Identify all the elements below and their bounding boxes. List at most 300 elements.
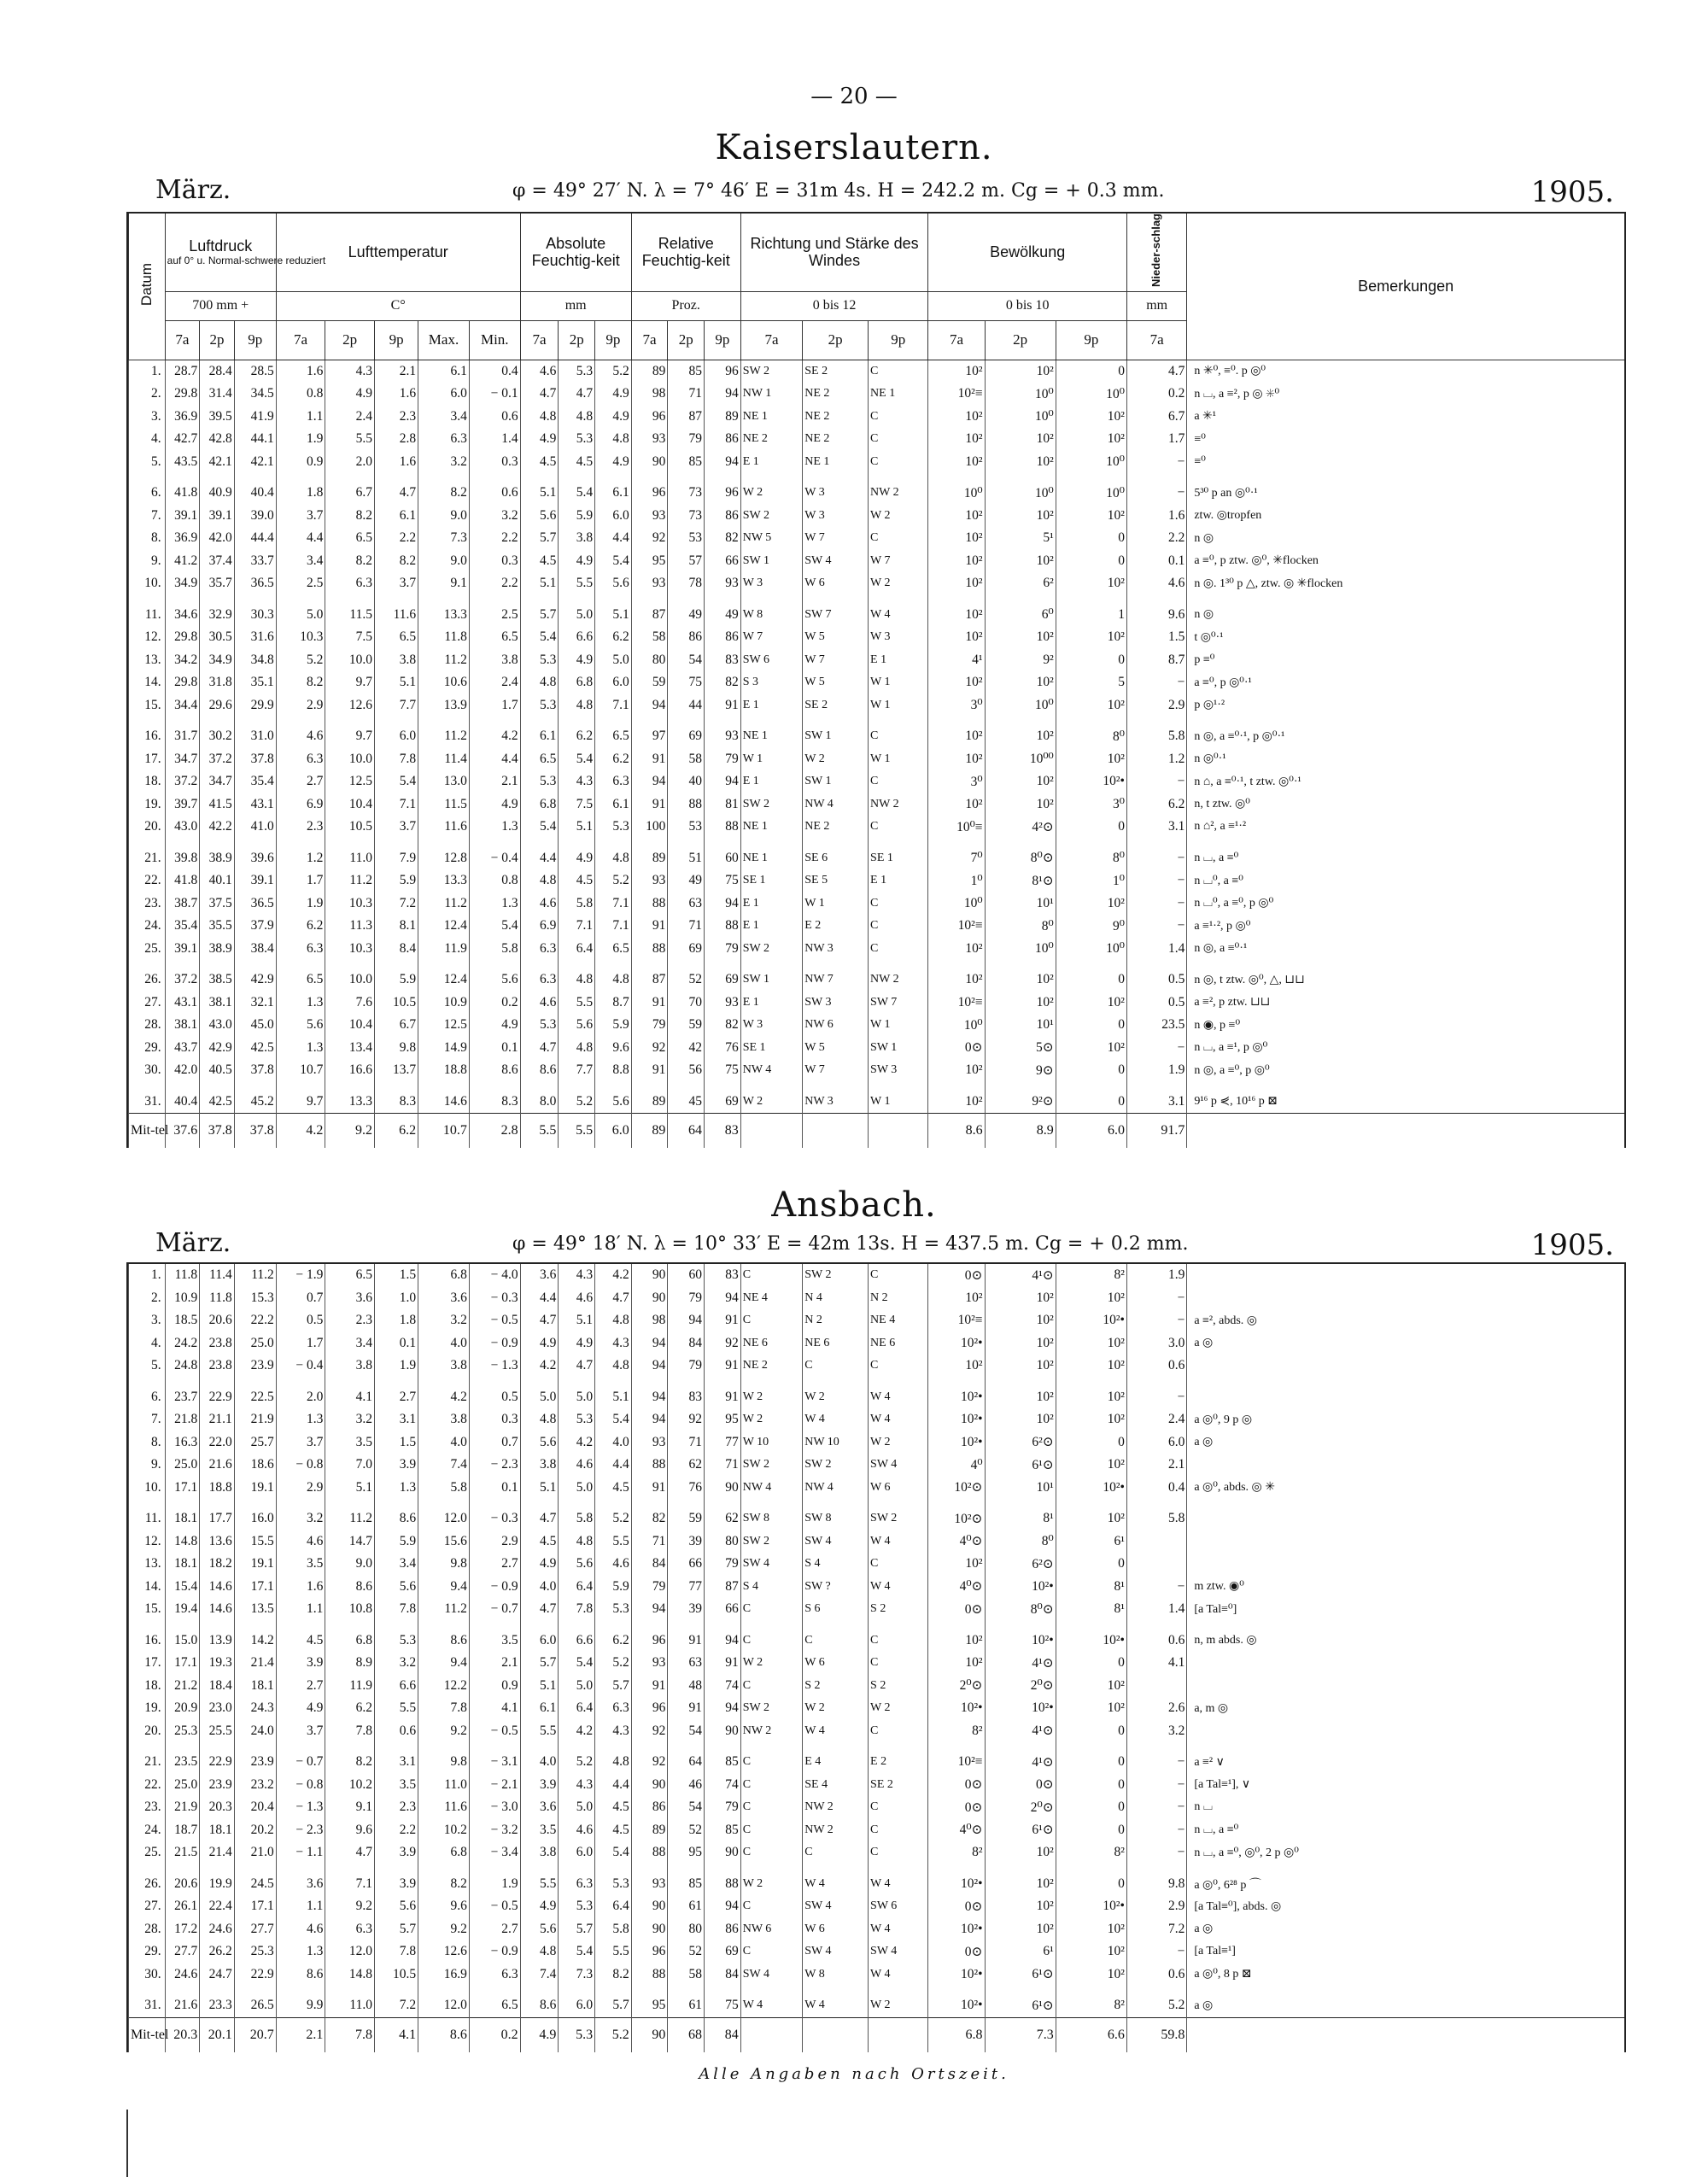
value-cell: W 6	[869, 1477, 928, 1500]
value-cell: 5.7	[559, 1918, 595, 1941]
value-cell: 1.5	[374, 1264, 418, 1287]
value-cell: 87	[631, 595, 668, 627]
date-cell: 10.	[129, 572, 166, 595]
value-cell: 5.1	[325, 1477, 375, 1500]
value-cell: 4.8	[595, 1355, 632, 1378]
value-cell: 1.3	[276, 1940, 325, 1963]
value-cell: 6.7	[1126, 406, 1186, 429]
table-row	[129, 1454, 1625, 1477]
value-cell: 42.0	[165, 1059, 200, 1082]
value-cell: SW 1	[803, 770, 869, 793]
value-cell: 12.4	[418, 915, 470, 938]
value-cell: 9.4	[418, 1652, 470, 1675]
value-cell: 4.5	[559, 451, 595, 474]
value-cell: 3.4	[374, 1553, 418, 1576]
value-cell: 10²	[985, 626, 1056, 649]
value-cell: 5.1	[559, 1309, 595, 1332]
remark-cell	[1187, 1720, 1624, 1743]
value-cell: − 3.4	[469, 1841, 520, 1864]
value-cell: NW 10	[803, 1431, 869, 1454]
value-cell: 74	[705, 1774, 741, 1797]
value-cell: 5.4	[559, 473, 595, 505]
value-cell: 10.0	[325, 960, 375, 992]
value-cell: 24.5	[234, 1864, 276, 1896]
value-cell: 62	[705, 1499, 741, 1530]
value-cell: 0	[1056, 1774, 1126, 1797]
value-cell: 14.2	[234, 1621, 276, 1653]
value-cell: 7.1	[595, 892, 632, 916]
value-cell: 88	[631, 938, 668, 961]
value-cell: 91	[705, 1355, 741, 1378]
remark-cell: a, m ◎	[1187, 1697, 1624, 1720]
month-label: März.	[155, 1228, 231, 1258]
value-cell: 1.6	[276, 360, 325, 383]
value-cell: −	[1126, 473, 1186, 505]
date-cell: 21.	[129, 839, 166, 870]
value-cell: 5.6	[469, 960, 520, 992]
value-cell: SW ?	[803, 1576, 869, 1599]
value-cell: SE 1	[869, 839, 928, 870]
value-cell: 4.5	[595, 1796, 632, 1819]
value-cell: 6.3	[276, 938, 325, 961]
value-cell: 10.8	[325, 1598, 375, 1621]
date-cell: 14.	[129, 1576, 166, 1599]
footer-note: Alle Angaben nach Ortszeit.	[699, 2065, 1009, 2083]
value-cell: 53	[668, 816, 705, 839]
value-cell: −	[1126, 892, 1186, 916]
value-cell: 43.1	[234, 793, 276, 816]
value-cell: 4.6	[1126, 572, 1186, 595]
table-frame-kaiserslautern	[126, 212, 1626, 1148]
value-cell: C	[803, 1621, 869, 1653]
value-cell: 10²•	[1056, 1309, 1126, 1332]
value-cell: 6.1	[418, 360, 470, 383]
value-cell: 6.1	[595, 793, 632, 816]
value-cell: 18.2	[200, 1553, 235, 1576]
value-cell: C	[869, 1652, 928, 1675]
year-label: 1905.	[1530, 175, 1614, 209]
value-cell: 7.8	[374, 1940, 418, 1963]
remark-cell: a ◎⁰, 6²⁸ p ⌒	[1187, 1864, 1624, 1896]
date-cell: 18.	[129, 1675, 166, 1698]
value-cell: 4⁰⊙	[928, 1576, 985, 1599]
value-cell: 6.3	[559, 1864, 595, 1896]
date-cell: 24.	[129, 915, 166, 938]
value-cell: C	[740, 1598, 803, 1621]
remark-cell	[1187, 1114, 1624, 1149]
value-cell: 13.6	[200, 1530, 235, 1554]
value-cell: 45.0	[234, 1014, 276, 1037]
value-cell: 2.3	[276, 816, 325, 839]
date-cell: 19.	[129, 1697, 166, 1720]
value-cell: 20.2	[234, 1819, 276, 1842]
remark-cell: n ◎	[1187, 595, 1624, 627]
value-cell: 8¹⊙	[985, 869, 1056, 892]
value-cell: 42.9	[234, 960, 276, 992]
value-cell: 71	[668, 915, 705, 938]
table-row	[129, 1864, 1625, 1896]
value-cell: 1.0	[374, 1287, 418, 1310]
table-row	[129, 1598, 1625, 1621]
value-cell: 44	[668, 694, 705, 717]
value-cell: − 2.1	[469, 1774, 520, 1797]
value-cell: 93	[631, 869, 668, 892]
value-cell: 20.3	[200, 1796, 235, 1819]
value-cell: 87	[668, 406, 705, 429]
value-cell: 5.9	[374, 1530, 418, 1554]
value-cell: 9.7	[325, 717, 375, 748]
value-cell: 40.9	[200, 473, 235, 505]
value-cell: 37.4	[200, 550, 235, 573]
value-cell: 91	[631, 992, 668, 1015]
value-cell: 6²⊙	[985, 1553, 1056, 1576]
value-cell: 23.8	[200, 1332, 235, 1355]
value-cell: 9.2	[418, 1720, 470, 1743]
value-cell: 14.8	[325, 1963, 375, 1987]
value-cell: 18.8	[418, 1059, 470, 1082]
value-cell: 48	[668, 1675, 705, 1698]
value-cell: 8²	[1056, 1986, 1126, 2017]
value-cell: 6.3	[469, 1963, 520, 1987]
value-cell: 42.2	[200, 816, 235, 839]
value-cell: E 1	[740, 694, 803, 717]
table-row	[129, 892, 1625, 916]
value-cell: 88	[705, 1864, 741, 1896]
unit-luftdruck: 700 mm +	[165, 291, 276, 320]
value-cell: 5.3	[595, 1864, 632, 1896]
value-cell: 25.0	[165, 1774, 200, 1797]
date-cell: 13.	[129, 649, 166, 672]
table-row	[129, 1059, 1625, 1082]
value-cell: 37.9	[234, 915, 276, 938]
value-cell: 88	[631, 1963, 668, 1987]
value-cell: 35.4	[234, 770, 276, 793]
value-cell: −	[1126, 1287, 1186, 1310]
value-cell: 42	[668, 1037, 705, 1060]
value-cell: 4.3	[595, 1332, 632, 1355]
remark-cell: n ◎, a ≡⁰·¹	[1187, 938, 1624, 961]
value-cell: NW 5	[740, 527, 803, 550]
value-cell: 3.6	[520, 1264, 559, 1287]
value-cell: 23.7	[165, 1378, 200, 1409]
value-cell: 4¹⊙	[985, 1264, 1056, 1287]
value-cell: 93	[631, 1864, 668, 1896]
value-cell: 5.8	[418, 1477, 470, 1500]
table-row	[129, 1332, 1625, 1355]
value-cell: 9.6	[418, 1895, 470, 1918]
value-cell: 5.3	[520, 649, 559, 672]
value-cell: 29.8	[165, 626, 200, 649]
value-cell: 91	[631, 915, 668, 938]
table-row	[129, 527, 1625, 550]
value-cell: 5.4	[559, 1652, 595, 1675]
value-cell: 11.3	[325, 915, 375, 938]
table-row	[129, 1796, 1625, 1819]
value-cell: 24.2	[165, 1332, 200, 1355]
value-cell: 29.8	[165, 671, 200, 694]
value-cell: 5.3	[559, 2017, 595, 2052]
value-cell: 34.5	[234, 383, 276, 406]
date-cell: 7.	[129, 1408, 166, 1431]
value-cell: 52	[668, 960, 705, 992]
date-cell: 17.	[129, 1652, 166, 1675]
value-cell: W 2	[803, 1378, 869, 1409]
remark-cell: n ⌴, a ≡⁰	[1187, 839, 1624, 870]
value-cell: 10²	[928, 1621, 985, 1653]
value-cell: 4.7	[559, 383, 595, 406]
value-cell: 39.8	[165, 839, 200, 870]
value-cell: 5¹	[985, 527, 1056, 550]
value-cell: 23.5	[1126, 1014, 1186, 1037]
value-cell: 20.6	[200, 1309, 235, 1332]
value-cell: 2.9	[1126, 1895, 1186, 1918]
table-row	[129, 428, 1625, 451]
value-cell: 80	[705, 1530, 741, 1554]
value-cell: 36.5	[234, 572, 276, 595]
value-cell: 3.8	[418, 1355, 470, 1378]
value-cell: 6.3	[520, 960, 559, 992]
value-cell: 1.3	[469, 892, 520, 916]
value-cell: −	[1126, 1774, 1186, 1797]
value-cell: 0.6	[1126, 1621, 1186, 1653]
value-cell: 10²•	[1056, 1477, 1126, 1500]
value-cell: 59.8	[1126, 2017, 1186, 2052]
value-cell: 5.3	[559, 1895, 595, 1918]
value-cell: 16.3	[165, 1431, 200, 1454]
value-cell: 38.9	[200, 839, 235, 870]
value-cell: 9.1	[325, 1796, 375, 1819]
remark-cell: n ◎, t ztw. ◎⁰, △, ⊔⊔	[1187, 960, 1624, 992]
value-cell: 10²	[1056, 505, 1126, 528]
value-cell: 94	[631, 1355, 668, 1378]
value-cell: 30.5	[200, 626, 235, 649]
value-cell: 4.7	[520, 1598, 559, 1621]
value-cell: 23.8	[200, 1355, 235, 1378]
value-cell: 11.2	[418, 1598, 470, 1621]
value-cell: 1.3	[276, 1408, 325, 1431]
table-row	[129, 816, 1625, 839]
value-cell: 2⁰⊙	[928, 1675, 985, 1698]
value-cell: 10²•	[928, 1408, 985, 1431]
value-cell: 8.2	[276, 671, 325, 694]
value-cell: 89	[631, 1082, 668, 1114]
value-cell: 22.9	[234, 1963, 276, 1987]
value-cell: SE 1	[740, 869, 803, 892]
value-cell: NW 2	[740, 1720, 803, 1743]
value-cell: 2.0	[276, 1378, 325, 1409]
value-cell: 5.9	[374, 960, 418, 992]
value-cell: 5.0	[559, 1477, 595, 1500]
value-cell: 10²	[1056, 1697, 1126, 1720]
remark-cell	[1187, 1530, 1624, 1554]
remark-cell: a ◎	[1187, 1986, 1624, 2017]
value-cell: 6.0	[1056, 1114, 1126, 1149]
value-cell: 91	[705, 1652, 741, 1675]
value-cell: 2.9	[469, 1530, 520, 1554]
date-cell: 31.	[129, 1082, 166, 1114]
value-cell: 1.1	[276, 406, 325, 429]
value-cell: 10²	[1056, 1332, 1126, 1355]
date-cell: 10.	[129, 1477, 166, 1500]
value-cell: W 2	[740, 1378, 803, 1409]
value-cell: 2.1	[1126, 1454, 1186, 1477]
value-cell: 3.2	[469, 505, 520, 528]
value-cell: 37.8	[234, 748, 276, 771]
value-cell: 80	[668, 1918, 705, 1941]
value-cell: 69	[705, 1940, 741, 1963]
value-cell: W 2	[740, 1408, 803, 1431]
value-cell: 5.5	[374, 1697, 418, 1720]
value-cell: 9.2	[418, 1918, 470, 1941]
value-cell: 4.5	[276, 1621, 325, 1653]
value-cell: 5.2	[559, 1082, 595, 1114]
value-cell: W 2	[869, 572, 928, 595]
value-cell: 10²	[985, 1864, 1056, 1896]
value-cell: 94	[705, 770, 741, 793]
value-cell: 59	[631, 671, 668, 694]
value-cell: 11.9	[325, 1675, 375, 1698]
value-cell: 1.4	[469, 428, 520, 451]
value-cell: 4.7	[520, 1499, 559, 1530]
value-cell: 5.8	[1126, 717, 1186, 748]
value-cell: 88	[705, 915, 741, 938]
table-row	[129, 839, 1625, 870]
remark-cell: n ⌴⁰, a ≡⁰, p ◎⁰	[1187, 892, 1624, 916]
value-cell: 21.6	[200, 1454, 235, 1477]
value-cell: 14.9	[418, 1037, 470, 1060]
value-cell: 0	[1056, 1796, 1126, 1819]
value-cell: −	[1126, 1742, 1186, 1774]
remark-cell: a ≡² ∨	[1187, 1742, 1624, 1774]
value-cell: 96	[631, 1621, 668, 1653]
value-cell: 12.6	[325, 694, 375, 717]
unit-abs-feucht: mm	[520, 291, 631, 320]
value-cell: 6.5	[325, 1264, 375, 1287]
value-cell: 9.8	[374, 1037, 418, 1060]
value-cell: C	[869, 1553, 928, 1576]
value-cell: 2.5	[276, 572, 325, 595]
value-cell: C	[869, 717, 928, 748]
value-cell: 89	[631, 839, 668, 870]
remark-cell	[1187, 1378, 1624, 1409]
value-cell: 6.5	[469, 626, 520, 649]
value-cell: 5.3	[595, 816, 632, 839]
value-cell: 1.7	[276, 1332, 325, 1355]
value-cell: 11.0	[325, 839, 375, 870]
value-cell: 3.6	[520, 1796, 559, 1819]
value-cell: 0	[1056, 1864, 1126, 1896]
value-cell: −	[1126, 1378, 1186, 1409]
value-cell: 7.8	[325, 1720, 375, 1743]
value-cell: 1.1	[276, 1598, 325, 1621]
value-cell: 8¹	[1056, 1576, 1126, 1599]
value-cell: 45	[668, 1082, 705, 1114]
value-cell: 90	[631, 1264, 668, 1287]
page-number: — 20 —	[810, 84, 898, 109]
value-cell: 4.9	[520, 1895, 559, 1918]
value-cell: 1.3	[276, 1037, 325, 1060]
value-cell: 1.9	[374, 1355, 418, 1378]
value-cell: 8⁰⊙	[985, 1598, 1056, 1621]
value-cell: W 1	[740, 748, 803, 771]
value-cell: 93	[705, 717, 741, 748]
value-cell: 8⁰	[1056, 839, 1126, 870]
value-cell: 7.2	[1126, 1918, 1186, 1941]
value-cell: 10²	[985, 717, 1056, 748]
value-cell: 5.1	[595, 1378, 632, 1409]
value-cell: 66	[705, 550, 741, 573]
value-cell: 43.0	[200, 1014, 235, 1037]
value-cell: 91	[631, 793, 668, 816]
table-row	[129, 1014, 1625, 1037]
value-cell: 10²	[985, 1287, 1056, 1310]
value-cell: 4.8	[520, 671, 559, 694]
value-cell: 10²⊙	[928, 1499, 985, 1530]
value-cell: 10²•	[985, 1621, 1056, 1653]
value-cell: 41.2	[165, 550, 200, 573]
value-cell: C	[740, 1621, 803, 1653]
value-cell: 0.8	[469, 869, 520, 892]
value-cell: 4.5	[520, 550, 559, 573]
value-cell: 5.7	[520, 1652, 559, 1675]
value-cell: − 0.9	[469, 1332, 520, 1355]
value-cell: 2.2	[469, 572, 520, 595]
value-cell: 3.9	[374, 1864, 418, 1896]
value-cell: 4.3	[559, 770, 595, 793]
value-cell: 10²	[1056, 748, 1126, 771]
value-cell: E 1	[740, 451, 803, 474]
value-cell: C	[869, 360, 928, 383]
value-cell: 5	[1056, 671, 1126, 694]
value-cell: 12.6	[418, 1940, 470, 1963]
value-cell: 12.5	[325, 770, 375, 793]
value-cell: 10²	[928, 451, 985, 474]
time-7a: 7a	[740, 320, 803, 360]
value-cell: NW 6	[803, 1014, 869, 1037]
table-row	[129, 1309, 1625, 1332]
value-cell: 8.7	[595, 992, 632, 1015]
date-cell: 30.	[129, 1059, 166, 1082]
value-cell: NW 4	[740, 1477, 803, 1500]
table-row	[129, 1378, 1625, 1409]
value-cell: 5.1	[595, 595, 632, 627]
value-cell: 15.0	[165, 1621, 200, 1653]
value-cell: 3.1	[374, 1408, 418, 1431]
value-cell: 39.0	[234, 505, 276, 528]
value-cell: C	[869, 816, 928, 839]
value-cell: 4.0	[418, 1332, 470, 1355]
value-cell: 93	[705, 572, 741, 595]
value-cell: 4.9	[595, 383, 632, 406]
value-cell: NE 2	[803, 406, 869, 429]
value-cell: 8.4	[374, 938, 418, 961]
value-cell: 40.4	[234, 473, 276, 505]
time-9p: 9p	[869, 320, 928, 360]
value-cell: NE 4	[740, 1287, 803, 1310]
value-cell: 17.1	[234, 1895, 276, 1918]
page-edge-rule	[126, 2110, 128, 2177]
value-cell: 8.2	[325, 505, 375, 528]
header-datum: Datum	[129, 214, 166, 360]
value-cell: 1.6	[276, 1576, 325, 1599]
value-cell: S 3	[740, 671, 803, 694]
value-cell: 60	[668, 1264, 705, 1287]
value-cell: −	[1126, 451, 1186, 474]
value-cell: 29.8	[165, 383, 200, 406]
value-cell: 4.5	[520, 1530, 559, 1554]
value-cell: 0.1	[1126, 550, 1186, 573]
value-cell: 3.9	[520, 1774, 559, 1797]
